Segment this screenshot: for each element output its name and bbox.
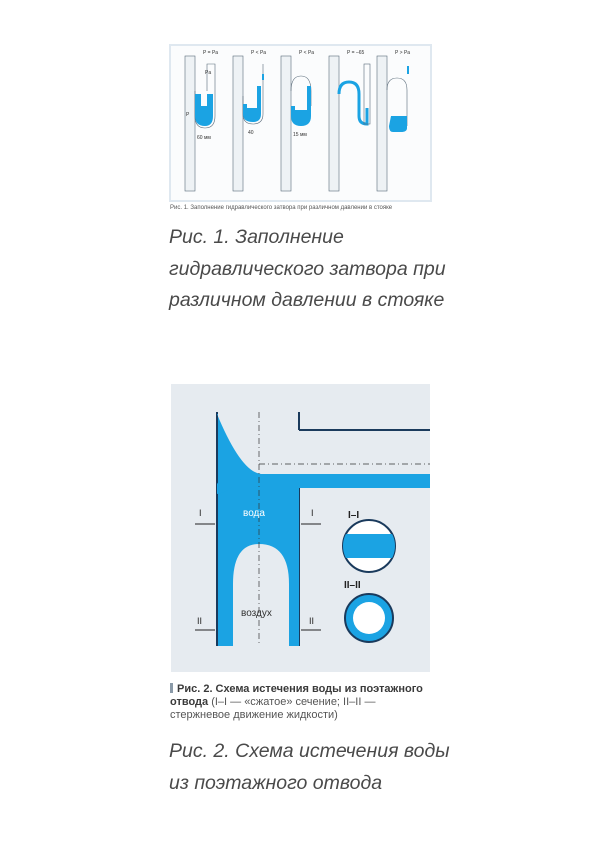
figure-2-note-text: (I–I — «сжатое» сечение; II–II — стержневое движение жидкости) [170, 696, 376, 721]
dimension-label: 60 мм [197, 135, 211, 141]
note-bar [170, 683, 173, 693]
figure-1-diagram [171, 46, 430, 200]
pressure-label: P < Pa [299, 50, 315, 56]
pressure-label: P > Pa [395, 50, 411, 56]
section-1-title: I–I [348, 510, 360, 521]
seal-3 [281, 50, 314, 191]
section-marker-right: I [311, 508, 314, 518]
figure-1-caption: Рис. 1. Заполнение гидравлического затвора при различном давлении в стояке [169, 226, 446, 311]
pressure-label: P = –65 [347, 50, 365, 56]
seal-4 [329, 50, 370, 191]
dimension-label: 40 [248, 130, 254, 136]
figure-1-hydraulic-seals [169, 44, 432, 202]
figure-2-note-title: Рис. 2. Схема истечения воды из поэтажного отвода [170, 683, 423, 708]
seal-2 [233, 50, 266, 191]
figure-2-caption: Рис. 2. Схема истечения воды из поэтажного отвода [169, 740, 450, 794]
seal-5 [377, 50, 410, 191]
pressure-label: P = Pa [203, 50, 219, 56]
section-marker-right: II [309, 616, 315, 626]
section-2-title: II–II [344, 580, 361, 591]
water-label: вода [243, 508, 265, 519]
figure-2-note [170, 683, 438, 722]
air-label: воздух [241, 608, 272, 619]
section-marker-left: I [199, 508, 202, 518]
pa-label: Pa [205, 70, 212, 76]
dimension-label: 15 мм [293, 132, 307, 138]
pressure-label: P < Pa [251, 50, 267, 56]
figure-1-note: Рис. 1. Заполнение гидравлического затвора при различном давлении в стояке [170, 205, 393, 211]
figure-2-outflow-scheme [171, 384, 430, 672]
p-label: P [186, 112, 190, 118]
seal-1 [185, 50, 218, 191]
section-marker-left: II [197, 616, 203, 626]
figure-2-diagram [171, 384, 430, 672]
